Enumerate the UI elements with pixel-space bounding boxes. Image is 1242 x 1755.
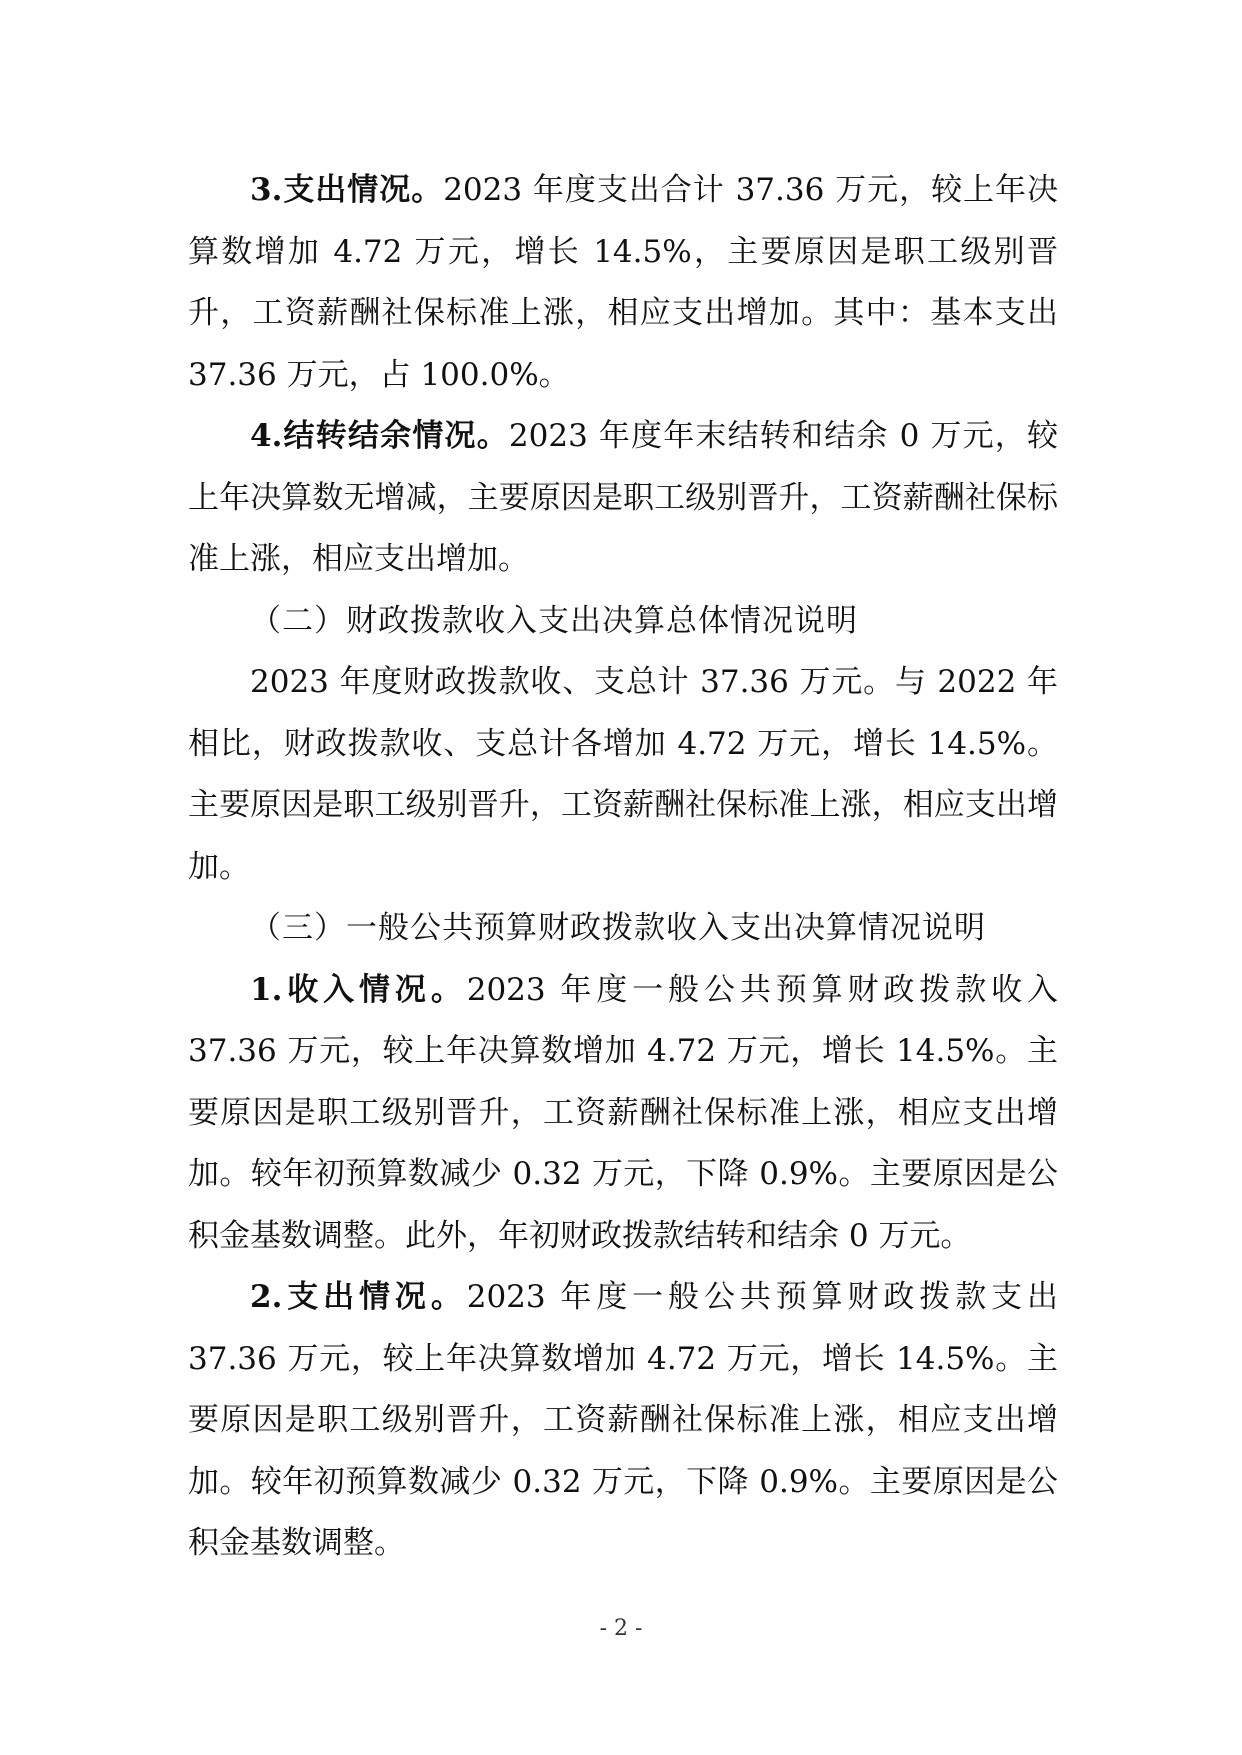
paragraph-fiscal-total: 2023 年度财政拨款收、支总计 37.36 万元。与 2022 年相比，财政拨款收、支总计各增加 4.72 万元，增长 14.5%。主要原因是职工级别晋升，工资薪酬社保标准上涨，相应支出增加。 [188,664,1058,885]
paragraph-text: 2023 年度年末结转和结余 0 万元，较上年决算数无增减，主要原因是职工级别晋升，工资薪酬社保标准上涨，相应支出增加。 [188,418,1058,577]
paragraph-lead: 2.支出情况。 [250,1279,467,1315]
section-heading-2: （二）财政拨款收入支出决算总体情况说明 [250,602,858,639]
page-number: - 2 - [599,1616,643,1641]
paragraph-lead: 1.收入情况。 [250,971,467,1008]
paragraph-expenditure [188,160,1058,406]
section-heading-3: （三）一般公共预算财政拨款收入支出决算情况说明 [250,910,986,946]
paragraph-general-expenditure [188,1267,1058,1575]
paragraph-carryover [188,406,1058,591]
paragraph-text: 2023 年度一般公共预算财政拨款支出 37.36 万元，较上年决算数增加 4.72 万元，增长 14.5%。主要原因是职工级别晋升，工资薪酬社保标准上涨，相应支出增加。较年初预算数减少 0.32 万元，下降 0.9%。主要原因是公积金基数调整。 [188,1279,1058,1561]
paragraph-text: 2023 年度一般公共预算财政拨款收入 37.36 万元，较上年决算数增加 4.72 万元，增长 14.5%。主要原因是职工级别晋升，工资薪酬社保标准上涨，相应支出增加。较年初预算数减少 0.32 万元，下降 0.9%。主要原因是公积金基数调整。此外，年初财政拨款结转和结余 0 万元。 [188,971,1058,1254]
paragraph-lead: 3.支出情况。 [250,172,444,208]
document-body [188,160,1058,1575]
paragraph-lead: 4.结转结余情况。 [250,418,509,454]
paragraph-income [188,960,1058,1268]
paragraph-text: 2023 年度支出合计 37.36 万元，较上年决算数增加 4.72 万元，增长 14.5%，主要原因是职工级别晋升，工资薪酬社保标准上涨，相应支出增加。其中：基本支出 37.36 万元，占 100.0%。 [188,172,1058,393]
